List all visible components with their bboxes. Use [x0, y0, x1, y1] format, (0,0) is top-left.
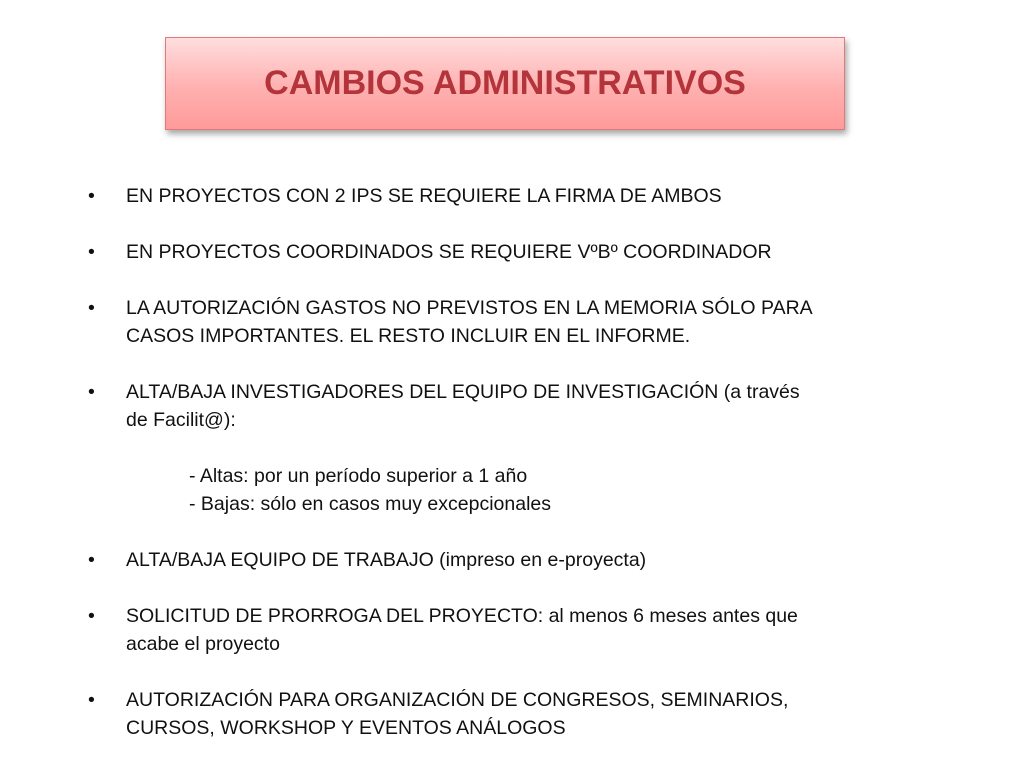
bullet-text: ALTA/BAJA INVESTIGADORES DEL EQUIPO DE INVESTIGACIÓN (a través [126, 381, 800, 403]
bullet-text: EN PROYECTOS COORDINADOS SE REQUIERE VºBº COORDINADOR [126, 241, 772, 263]
bullet-text: de Facilit@): [126, 409, 236, 431]
list-item [88, 686, 948, 742]
bullet-dot: • [88, 605, 95, 627]
list-item [88, 602, 948, 658]
sub-item: - Bajas: sólo en casos muy excepcionales [189, 493, 552, 515]
list-item [88, 294, 948, 350]
bullet-dot: • [88, 689, 95, 711]
page-title: CAMBIOS ADMINISTRATIVOS [264, 64, 746, 102]
bullet-dot: • [88, 241, 95, 263]
bullet-text: ALTA/BAJA EQUIPO DE TRABAJO (impreso en e-proyecta) [126, 549, 647, 571]
bullet-list [88, 182, 948, 770]
bullet-text: EN PROYECTOS CON 2 IPS SE REQUIERE LA FIRMA DE AMBOS [126, 185, 722, 207]
bullet-dot: • [88, 185, 95, 207]
list-item [88, 546, 948, 574]
bullet-dot: • [88, 549, 95, 571]
title-box [165, 37, 845, 130]
sub-item: - Altas: por un período superior a 1 año [189, 465, 528, 487]
sub-list [126, 462, 948, 518]
bullet-text: AUTORIZACIÓN PARA ORGANIZACIÓN DE CONGRESOS, SEMINARIOS, [126, 689, 789, 711]
list-item [88, 378, 948, 518]
bullet-dot: • [88, 297, 95, 319]
bullet-dot: • [88, 381, 95, 403]
list-item [88, 182, 948, 210]
bullet-text: CURSOS, WORKSHOP Y EVENTOS ANÁLOGOS [126, 717, 566, 739]
list-item [88, 238, 948, 266]
bullet-text: LA AUTORIZACIÓN GASTOS NO PREVISTOS EN LA MEMORIA SÓLO PARA [126, 297, 813, 319]
bullet-text: SOLICITUD DE PRORROGA DEL PROYECTO: al menos 6 meses antes que [126, 605, 798, 627]
bullet-text: acabe el proyecto [126, 633, 280, 655]
bullet-text: CASOS IMPORTANTES. EL RESTO INCLUIR EN EL INFORME. [126, 325, 691, 347]
